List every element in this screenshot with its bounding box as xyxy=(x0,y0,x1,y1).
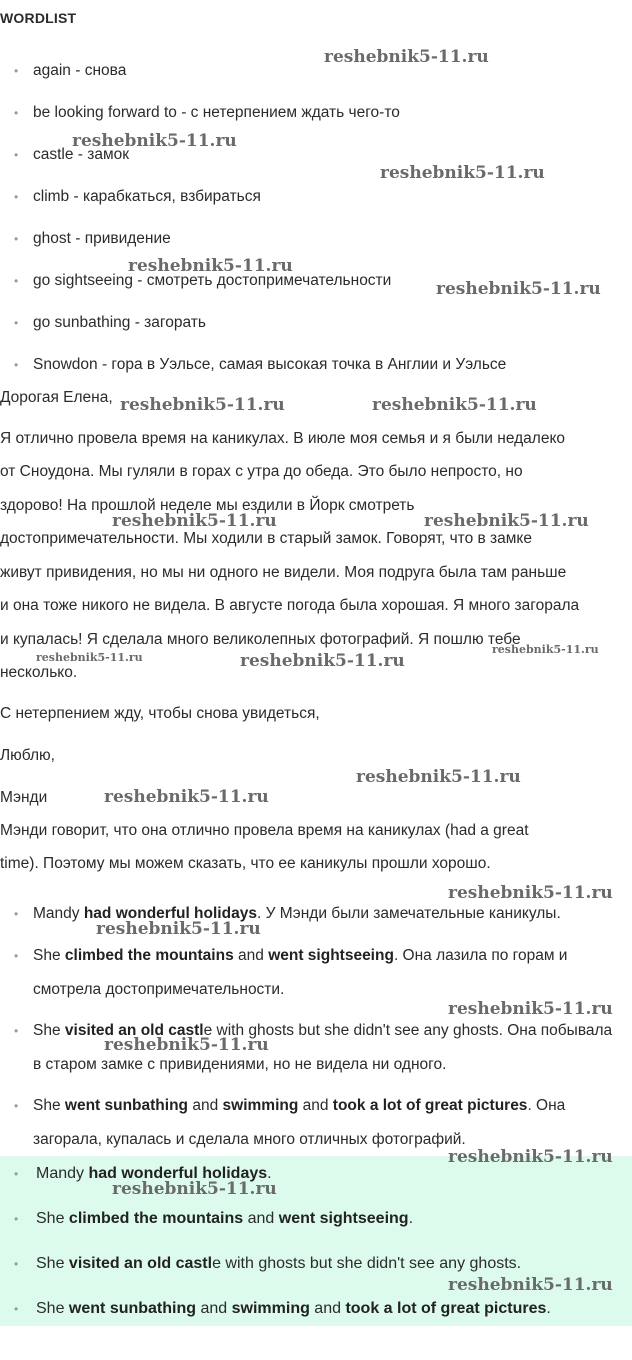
watermark: reshebnik5-11.ru xyxy=(424,511,589,531)
letter-signoff: Люблю, xyxy=(0,747,55,764)
bullet-icon: • xyxy=(14,907,19,921)
highlight-text: She went sunbathing and swimming and took a lot of great pictures. xyxy=(36,1300,551,1317)
letter-line: живут привидения, но мы ни одного не видели. Моя подруга была там раньше xyxy=(0,564,567,581)
bullet-icon: • xyxy=(14,358,19,372)
explanation-line: time). Поэтому мы можем сказать, что ее каникулы прошли хорошо. xyxy=(0,855,491,872)
letter-line: и она тоже никого не видела. В августе погода была хорошая. Я много загорала xyxy=(0,597,580,614)
answer-text: She climbed the mountains and went sightseeing. Она лазила по горам и смотрела достопримечательности. xyxy=(33,947,568,998)
bullet-icon: • xyxy=(14,316,19,330)
watermark: reshebnik5-11.ru xyxy=(356,767,521,787)
bullet-icon: • xyxy=(14,148,19,162)
letter-line: от Сноудона. Мы гуляли в горах с утра до обеда. Это было непросто, но xyxy=(0,463,523,480)
bullet-icon: • xyxy=(14,1167,19,1181)
watermark: reshebnik5-11.ru xyxy=(380,163,545,183)
letter-line: Я отлично провела время на каникулах. В июле моя семья и я были недалеко xyxy=(0,430,566,447)
answer-text: She went sunbathing and swimming and took a lot of great pictures. Она загорала, купалась и сделала много отличных фотографий. xyxy=(33,1097,566,1148)
watermark: reshebnik5-11.ru xyxy=(104,787,269,807)
watermark: reshebnik5-11.ru xyxy=(104,1035,269,1055)
watermark: reshebnik5-11.ru xyxy=(324,47,489,67)
watermark: reshebnik5-11.ru xyxy=(96,919,261,939)
bullet-icon: • xyxy=(14,106,19,120)
wordlist-item-text: again - снова xyxy=(33,62,127,79)
watermark: reshebnik5-11.ru xyxy=(448,1147,613,1167)
highlight-text: Mandy had wonderful holidays. xyxy=(36,1165,272,1182)
watermark: reshebnik5-11.ru xyxy=(448,1275,613,1295)
wordlist-item-text: go sightseeing - смотреть достопримечательности xyxy=(33,272,392,289)
bullet-icon: • xyxy=(14,1024,19,1038)
watermark: reshebnik5-11.ru xyxy=(36,651,143,664)
watermark: reshebnik5-11.ru xyxy=(372,395,537,415)
bullet-icon: • xyxy=(14,949,19,963)
watermark: reshebnik5-11.ru xyxy=(128,256,293,276)
watermark: reshebnik5-11.ru xyxy=(448,883,613,903)
letter-line: несколько. xyxy=(0,664,78,681)
letter-signature: Мэнди xyxy=(0,789,48,806)
letter-line: и купалась! Я сделала много великолепных фотографий. Я пошлю тебе xyxy=(0,631,521,648)
letter-closing: С нетерпением жду, чтобы снова увидеться, xyxy=(0,705,320,722)
bullet-icon: • xyxy=(14,1302,19,1316)
bullet-icon: • xyxy=(14,1257,19,1271)
bullet-icon: • xyxy=(14,190,19,204)
bullet-icon: • xyxy=(14,64,19,78)
watermark: reshebnik5-11.ru xyxy=(112,511,277,531)
wordlist-heading: WORDLIST xyxy=(0,10,77,26)
bullet-icon: • xyxy=(14,1212,19,1226)
bullet-icon: • xyxy=(14,274,19,288)
wordlist-item-text: go sunbathing - загорать xyxy=(33,314,206,331)
wordlist-item-text: be looking forward to - с нетерпением ждать чего-то xyxy=(33,104,400,121)
watermark: reshebnik5-11.ru xyxy=(120,395,285,415)
wordlist-item-text: Snowdon - гора в Уэльсе, самая высокая точка в Англии и Уэльсе xyxy=(33,356,507,373)
watermark: reshebnik5-11.ru xyxy=(492,643,599,656)
explanation-line: Мэнди говорит, что она отлично провела время на каникулах (had a great xyxy=(0,822,529,839)
watermark: reshebnik5-11.ru xyxy=(112,1179,277,1199)
wordlist-item-text: castle - замок xyxy=(33,146,130,163)
letter-greeting: Дорогая Елена, xyxy=(0,389,113,406)
highlight-text: She visited an old castle with ghosts but she didn't see any ghosts. xyxy=(36,1255,522,1272)
watermark: reshebnik5-11.ru xyxy=(448,999,613,1019)
watermark: reshebnik5-11.ru xyxy=(72,131,237,151)
letter-line: достопримечательности. Мы ходили в старый замок. Говорят, что в замке xyxy=(0,530,533,547)
wordlist-item-text: climb - карабкаться, взбираться xyxy=(33,188,261,205)
watermark: reshebnik5-11.ru xyxy=(436,279,601,299)
bullet-icon: • xyxy=(14,232,19,246)
bullet-icon: • xyxy=(14,1099,19,1113)
highlight-box xyxy=(0,1156,632,1326)
wordlist-item-text: ghost - привидение xyxy=(33,230,171,247)
letter-line: здорово! На прошлой неделе мы ездили в Йорк смотреть xyxy=(0,497,415,514)
answer-text: Mandy had wonderful holidays. У Мэнди были замечательные каникулы. xyxy=(33,905,561,922)
answer-text: She visited an old castle with ghosts but she didn't see any ghosts. Она побывала в старом замке с привидениями, но не видела ни одного. xyxy=(33,1022,613,1073)
watermark: reshebnik5-11.ru xyxy=(240,651,405,671)
highlight-text: She climbed the mountains and went sightseeing. xyxy=(36,1210,414,1227)
